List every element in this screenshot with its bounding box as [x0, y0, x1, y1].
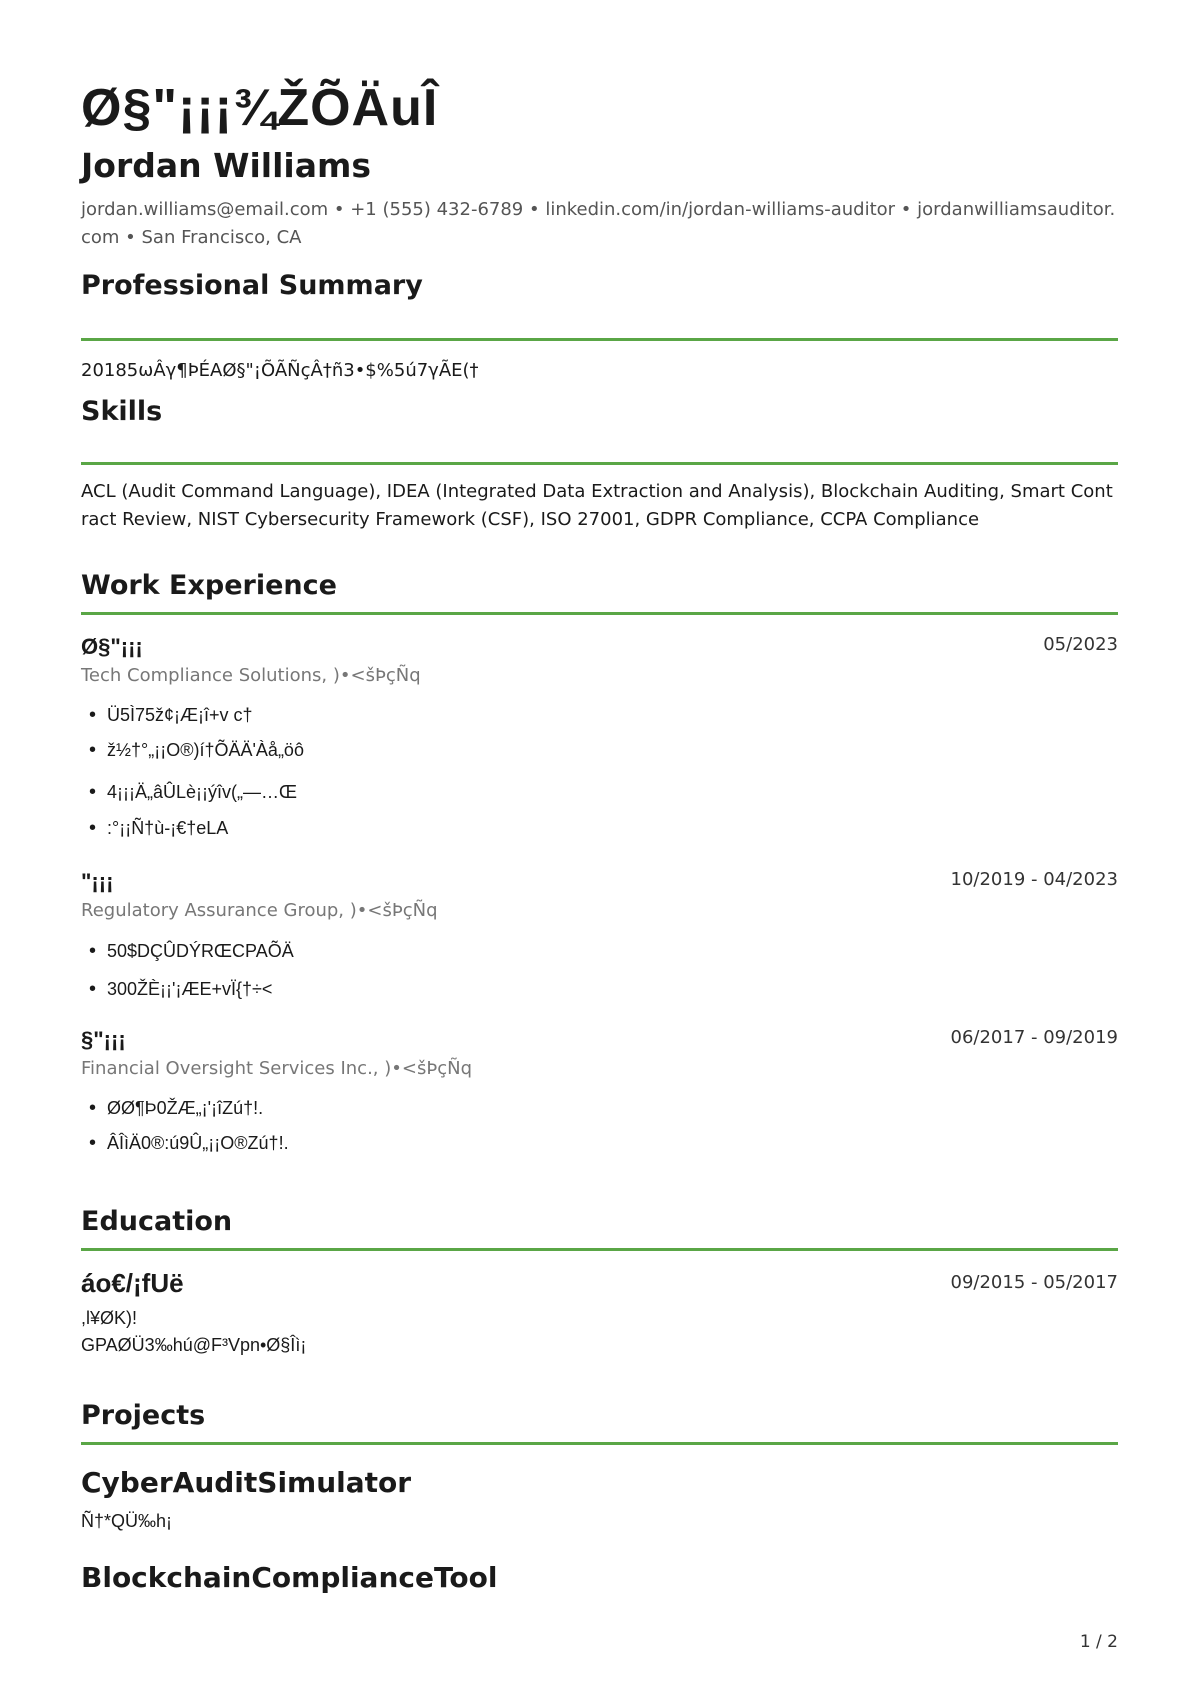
education-date: 09/2015 - 05/2017 — [950, 1272, 1118, 1293]
candidate-name: Jordan Williams — [81, 146, 372, 185]
job-title: "¡¡¡ — [81, 869, 114, 894]
job-company: Regulatory Assurance Group, )•<šÞçÑq — [81, 900, 438, 921]
skills-text: ACL (Audit Command Language), IDEA (Integrated Data Extraction and Analysis), Blockchain Auditing, Smart Contract Review, NIST Cybersecurity Framework (CSF), ISO 27001, GDPR Compliance, CCPA Compliance — [81, 481, 1113, 530]
job-date: 06/2017 - 09/2019 — [950, 1027, 1118, 1048]
project-description: Ñ†*QÜ‰h¡ — [81, 1511, 173, 1531]
project-title: BlockchainComplianceTool — [81, 1561, 498, 1594]
job-date: 05/2023 — [1043, 634, 1118, 655]
job-bullet: • 50$DÇÛDÝRŒCPAÕÄ — [89, 940, 294, 963]
section-divider — [81, 462, 1118, 465]
education-details: GPAØÜ3‰hú@F³Vpn•Ø§Îì¡ — [81, 1335, 307, 1355]
section-title-skills: Skills — [81, 396, 163, 427]
job-title: Ø§"¡¡¡ — [81, 634, 143, 659]
section-title-projects: Projects — [81, 1400, 206, 1431]
summary-text: 20185ωÂγ¶ÞÉAØ§"¡ÕÃÑçÂ†ñ3•$%5ú7γÃE(† — [81, 360, 479, 381]
job-bullet: • :°¡¡Ñ†ù-¡€†eLA — [89, 817, 228, 840]
job-bullet: • ž½†°„¡¡O®)í†ÕÄÄ'Àå„öô — [89, 739, 304, 762]
job-bullet: • ÂÎìÄ0®:ú9Û„¡¡O®Zú†!. — [89, 1132, 289, 1155]
header-headline: Ø§"¡¡¡¾ŽÕÄuÎ — [81, 79, 439, 137]
section-title-experience: Work Experience — [81, 570, 337, 601]
page-number: 1 / 2 — [1079, 1632, 1118, 1652]
job-company: Tech Compliance Solutions, )•<šÞçÑq — [81, 665, 421, 686]
section-divider — [81, 1442, 1118, 1445]
job-date: 10/2019 - 04/2023 — [950, 869, 1118, 890]
education-degree: áo€/¡fUë — [81, 1268, 184, 1298]
contact-info: jordan.williams@email.com • +1 (555) 432-6789 • linkedin.com/in/jordan-williams-auditor • jordanwilliamsauditor.com • San Francisco, CA — [81, 199, 1116, 248]
job-company: Financial Oversight Services Inc., )•<šÞçÑq — [81, 1058, 473, 1079]
education-school: ,l¥ØK)! — [81, 1308, 138, 1328]
section-title-summary: Professional Summary — [81, 270, 423, 301]
job-bullet: • 4¡¡¡Ä„âÛLè¡¡ýîv(„—…Œ — [89, 781, 297, 804]
job-bullet: • 300ŽÈ¡¡'¡ÆE+vÏ{†÷< — [89, 978, 272, 1001]
job-bullet: • ØØ¶Þ0ŽÆ„¡'¡îZú†!. — [89, 1097, 263, 1120]
project-title: CyberAuditSimulator — [81, 1466, 412, 1499]
job-title: §"¡¡¡ — [81, 1027, 126, 1052]
section-divider — [81, 612, 1118, 615]
section-title-education: Education — [81, 1206, 233, 1237]
section-divider — [81, 1248, 1118, 1251]
job-bullet: • Ü5Ì75ž¢¡Æ¡î+v c† — [89, 704, 253, 727]
section-divider — [81, 338, 1118, 341]
